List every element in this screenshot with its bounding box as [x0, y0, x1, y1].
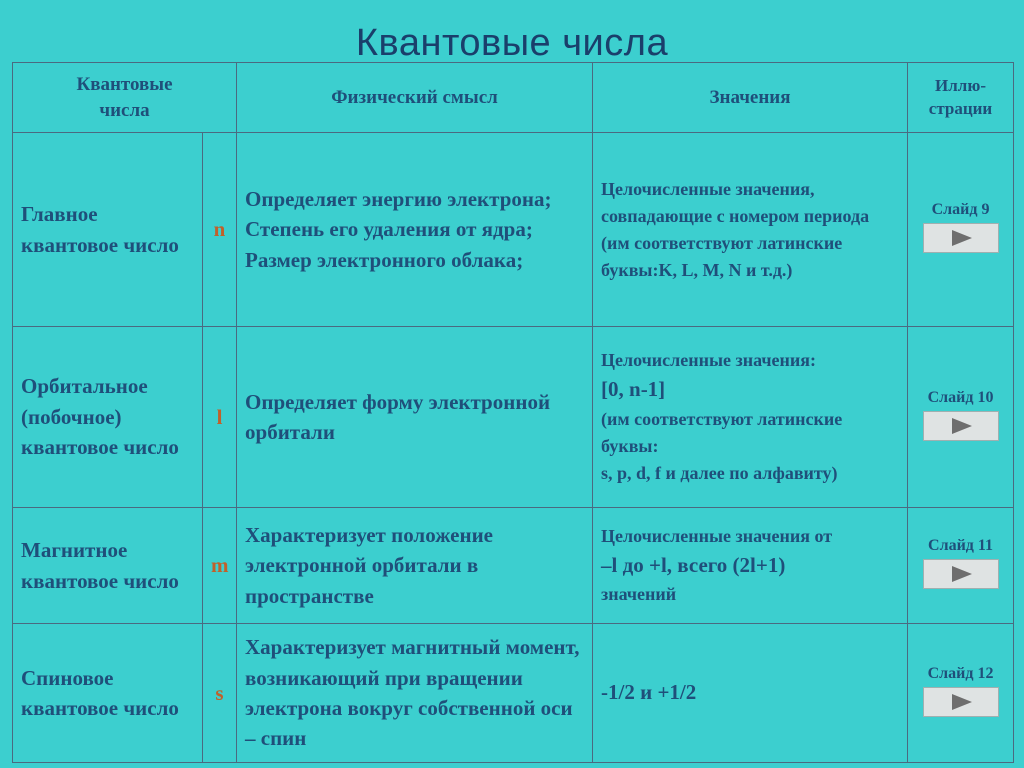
table-header-row: [13, 63, 1014, 133]
quantum-number-symbol: n: [203, 133, 237, 327]
quantum-number-name: Главное квантовое число: [13, 133, 203, 327]
meaning-line: Степень его удаления от ядра;: [245, 217, 533, 242]
quantum-numbers-table: [12, 62, 1014, 763]
table-row: [13, 327, 1014, 508]
slide-label: Слайд 12: [927, 664, 994, 682]
play-slide-button[interactable]: [923, 223, 999, 253]
header-quantum-numbers: Квантовые числа: [13, 63, 237, 133]
values-line: Целочисленные значения, совпадающие с номером периода: [601, 178, 870, 226]
values-cell: [593, 133, 908, 327]
slide-label: Слайд 11: [928, 537, 993, 554]
meaning-line: Размер электронного облака;: [245, 247, 524, 272]
page-title: Квантовые числа: [355, 22, 669, 64]
play-slide-button[interactable]: [923, 687, 999, 717]
header-physical-meaning: Физический смысл: [237, 63, 593, 133]
illustration-cell: [908, 624, 1014, 763]
values-cell: [593, 508, 908, 624]
header-values: Значения: [593, 63, 908, 133]
quantum-number-symbol: m: [203, 508, 237, 624]
values-cell: [593, 624, 908, 763]
play-slide-button[interactable]: [923, 559, 999, 589]
slide-label: Слайд 10: [927, 388, 994, 406]
values-line: [0, n-1]: [601, 377, 666, 402]
values-line: (им соответствуют латинские буквы:K, L, M, N и т.д.): [601, 232, 843, 280]
play-slide-button[interactable]: [923, 411, 999, 441]
illustration-cell: [908, 508, 1014, 624]
header-illustrations: Иллю-страции: [908, 63, 1014, 133]
values-line: -1/2 и +1/2: [601, 680, 697, 705]
table-row: [13, 133, 1014, 327]
physical-meaning-cell: [237, 508, 593, 624]
quantum-number-name: Спиновое квантовое число: [13, 624, 203, 763]
meaning-line: Определяет форму электронной орбитали: [245, 389, 551, 444]
table-row: [13, 508, 1014, 624]
meaning-line: Определяет энергию электрона;: [245, 186, 552, 211]
values-line: s, p, d, f и далее по алфавиту): [601, 462, 838, 483]
slide-label: Слайд 9: [931, 201, 990, 218]
values-line: Целочисленные значения от: [601, 525, 833, 546]
physical-meaning-cell: [237, 133, 593, 327]
physical-meaning-cell: [237, 624, 593, 763]
play-icon: [952, 230, 972, 246]
illustration-cell: [908, 327, 1014, 508]
table-row: [13, 624, 1014, 763]
values-cell: [593, 327, 908, 508]
illustration-cell: [908, 133, 1014, 327]
meaning-line: Характеризует положение электронной орбитали в пространстве: [245, 522, 493, 608]
values-line: (им соответствуют латинские буквы:: [601, 408, 843, 456]
quantum-number-name: Орбитальное (побочное) квантовое число: [13, 327, 203, 508]
quantum-number-symbol: s: [203, 624, 237, 763]
values-line: значений: [601, 584, 677, 605]
quantum-number-name: Магнитное квантовое число: [13, 508, 203, 624]
play-icon: [952, 418, 972, 434]
meaning-line: Характеризует магнитный момент, возникающий при вращении электрона вокруг собственной оси – спин: [245, 635, 580, 751]
physical-meaning-cell: [237, 327, 593, 508]
play-icon: [952, 694, 972, 710]
values-line: –l до +l, всего (2l+1): [601, 552, 786, 577]
values-line: Целочисленные значения:: [601, 350, 817, 371]
play-icon: [952, 566, 972, 582]
quantum-number-symbol: l: [203, 327, 237, 508]
